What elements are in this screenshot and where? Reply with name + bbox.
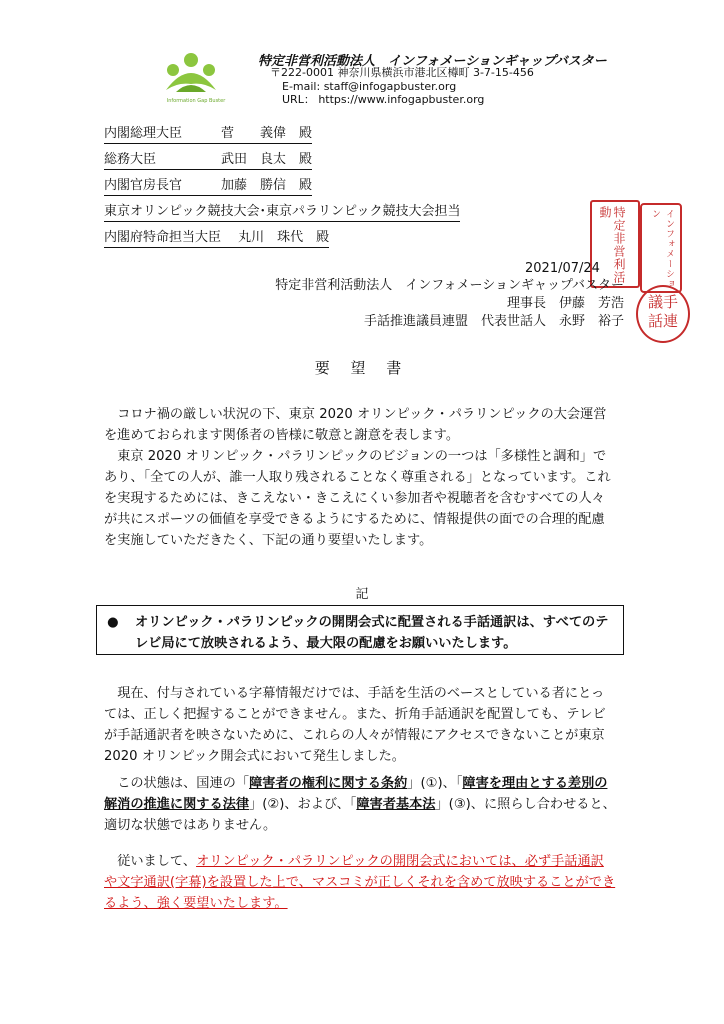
sender-league: 手話推進議員連盟 代表世話人 永野 裕子 xyxy=(363,314,624,329)
request-box xyxy=(96,605,624,655)
recipient-olympics-title: 東京オリンピック競技大会･東京パラリンピック競技大会担当 xyxy=(104,203,460,222)
ki-heading: 記 xyxy=(355,587,369,602)
recipient-prime-minister: 内閣総理大臣 菅 義偉 殿 xyxy=(104,125,312,144)
intro-paragraph-1: コロナ禍の厳しい状況の下、東京 2020 オリンピック・パラリンピックの大会運営を進めておられます関係者の皆様に敬意と謝意を表します。 xyxy=(104,407,607,443)
header-address: 〒222-0001 神奈川県横浜市港北区樽町 3-7-15-456 xyxy=(270,66,534,79)
recipient-chief-cabinet: 内閣官房長官 加藤 勝信 殿 xyxy=(104,177,312,196)
logo-caption: Information Gap Buster xyxy=(166,98,226,104)
organization-logo xyxy=(156,42,226,108)
recipient-internal-affairs: 総務大臣 武田 良太 殿 xyxy=(104,151,312,170)
law-section xyxy=(104,773,616,836)
header-url[interactable]: URL： https://www.infogapbuster.org xyxy=(282,93,485,106)
sender-organization: 特定非営利活動法人 インフォメーションギャップバスター xyxy=(275,278,624,293)
league-seal: 議手話連 xyxy=(636,285,690,343)
request-text: オリンピック・パラリンピックの開閉会式に配置される手話通訳は、すべてのテレビ局にて放映されるよう、最大限の配慮をお願いいたします。 xyxy=(135,615,609,651)
intro-section xyxy=(104,404,616,551)
organization-seal: 特定非営利活動 xyxy=(590,200,640,288)
law-discrimination: 障害を理由とする差別の解消の推進に関する法律 xyxy=(104,776,608,812)
recipient-olympics-minister: 内閣府特命担当大臣 丸川 珠代 殿 xyxy=(104,229,329,248)
law-paragraph: この状態は、国連の「障害者の権利に関する条約」(①)、「障害を理由とする差別の解消の推進に関する法律」(②)、および、「障害者基本法」(③)、に照らし合わせると、適切な状態ではありません。 xyxy=(104,776,616,833)
header-organization: 特定非営利活動法人 インフォメーションギャップバスター xyxy=(258,54,607,69)
closing-section xyxy=(104,851,616,914)
bullet-marker: ● xyxy=(107,615,119,630)
document-title: 要 望 書 xyxy=(314,359,410,377)
intro-paragraph-2: 東京 2020 オリンピック・パラリンピックのビジョンの一つは「多様性と調和」であり、「全ての人が、誰一人取り残されることなく尊重される」となっています。これを実現するためには、きこえない・きこえにくい参加者や視聴者を含むすべての人々が共にスポーツの価値を享受できるようにするために、情報提供の面での合理的配慮を実施していただきたく、下記の通り要望いたします。 xyxy=(104,449,611,548)
closing-paragraph: 従いまして、オリンピック・パラリンピックの開閉会式においては、必ず手話通訳や文字通訳(字幕)を設置した上で、マスコミが正しくそれを含めて放映することができるよう、強く要望いたします。 xyxy=(104,854,616,911)
background-section xyxy=(104,683,616,767)
law-basic-act: 障害者基本法 xyxy=(356,797,436,812)
closing-request-highlight: オリンピック・パラリンピックの開閉会式においては、必ず手話通訳や文字通訳(字幕)を設置した上で、マスコミが正しくそれを含めて放映することができるよう、強く要望いたします。 xyxy=(104,854,616,911)
sender-chair: 理事長 伊藤 芳浩 xyxy=(506,296,624,311)
header-email[interactable]: E-mail: staff@infogapbuster.org xyxy=(282,80,457,93)
document-date: 2021/07/24 xyxy=(525,261,600,276)
background-paragraph: 現在、付与されている字幕情報だけでは、手話を生活のベースとしている者にとっては、正しく把握することができません。また、折角手話通訳を配置しても、テレビが手話通訳者を映さないために、これらの人々が情報にアクセスできないことが東京 2020 オリンピック開会式において発生しました。 xyxy=(104,686,606,764)
organization-seal-2: インフォメーション xyxy=(640,203,682,293)
law-convention: 障害者の権利に関する条約 xyxy=(249,776,408,791)
